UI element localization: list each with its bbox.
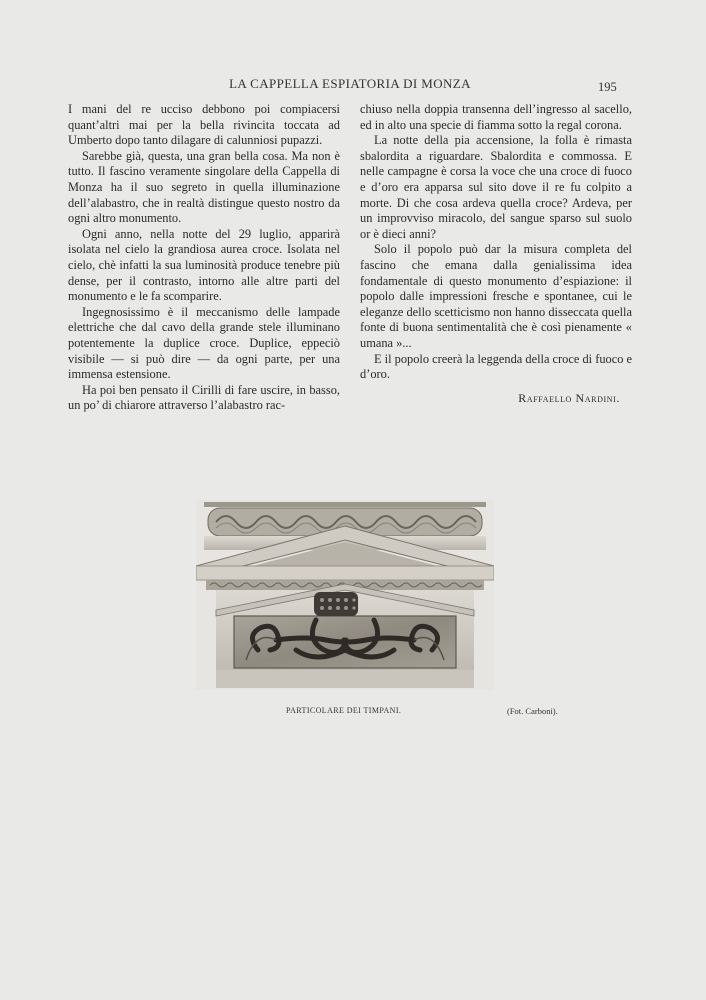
running-title: LA CAPPELLA ESPIATORIA DI MONZA [229, 76, 471, 91]
author-signature: Raffaello Nardini. [518, 390, 620, 405]
right-column [360, 102, 632, 406]
paragraph: Ha poi ben pensato il Cirilli di fare uscire, in basso, un po’ di chiarore attraverso l’alabastro rac- [68, 382, 340, 413]
paragraph: Solo il popolo può dar la misura completa del fascino che emana dalla genialissima idea fondamentale di questo monumento d’espiazione: il popolo dalle impressioni fresche e spontanee, cui le eleganze dello scetticismo non hanno disseccata quella fonte di buona sentimentalità che è così pienamente « umana »... [360, 242, 632, 350]
paragraph: La notte della pia accensione, la folla è rimasta sbalordita a riguardare. Sbalordita e commossa. E nelle campagne è corsa la voce che una croce di fuoco e d’oro era apparsa sul sito dove il re fu colpito a morte. Di che cosa ardeva quella croce? Ardeva, per un improvviso miracolo, del sangue sparso sul suolo or è dieci anni? [360, 133, 632, 241]
tympanum-photograph [196, 500, 494, 690]
paragraph: chiuso nella doppia transenna dell’ingresso al sacello, ed in alto una specie di fiamma sotto la regal corona. [360, 102, 632, 132]
figure-caption: PARTICOLARE DEI TIMPANI. [286, 706, 402, 715]
paragraph: Sarebbe già, questa, una gran bella cosa. Ma non è tutto. Il fascino veramente singolare della Cappella di Monza ha il suo segreto in quella illuminazione dell’alabastro, che in realtà distingue questo nostro da ogni altro monumento. [68, 148, 340, 226]
paragraph: Ogni anno, nella notte del 29 luglio, apparirà isolata nel cielo la grandiosa aurea croce. Isolata nel cielo, chè infatti la sua luminosità produce tenebre più dense, per il contrasto, intorno alle altre parti del monumento e le fa scomparire. [68, 226, 340, 304]
paragraph: Ingegnosissimo è il meccanismo delle lampade elettriche che dal cavo della grande stele illuminano potentemente la duplice croce. Duplice, eppeciò visibile — si può dire — da ogni parte, per una immensa estensione. [68, 304, 340, 382]
page-number: 195 [598, 80, 617, 94]
paragraph: I mani del re ucciso debbono poi compiacersi quant’altri mai per la bella rivincita toccata ad Umberto dopo tanto dilagare di calunniosi pupazzi. [68, 102, 340, 148]
photo-credit: (Fot. Carboni). [507, 706, 558, 716]
left-column [68, 102, 340, 414]
paragraph: E il popolo creerà la leggenda della croce di fuoco e d’oro. [360, 351, 633, 382]
